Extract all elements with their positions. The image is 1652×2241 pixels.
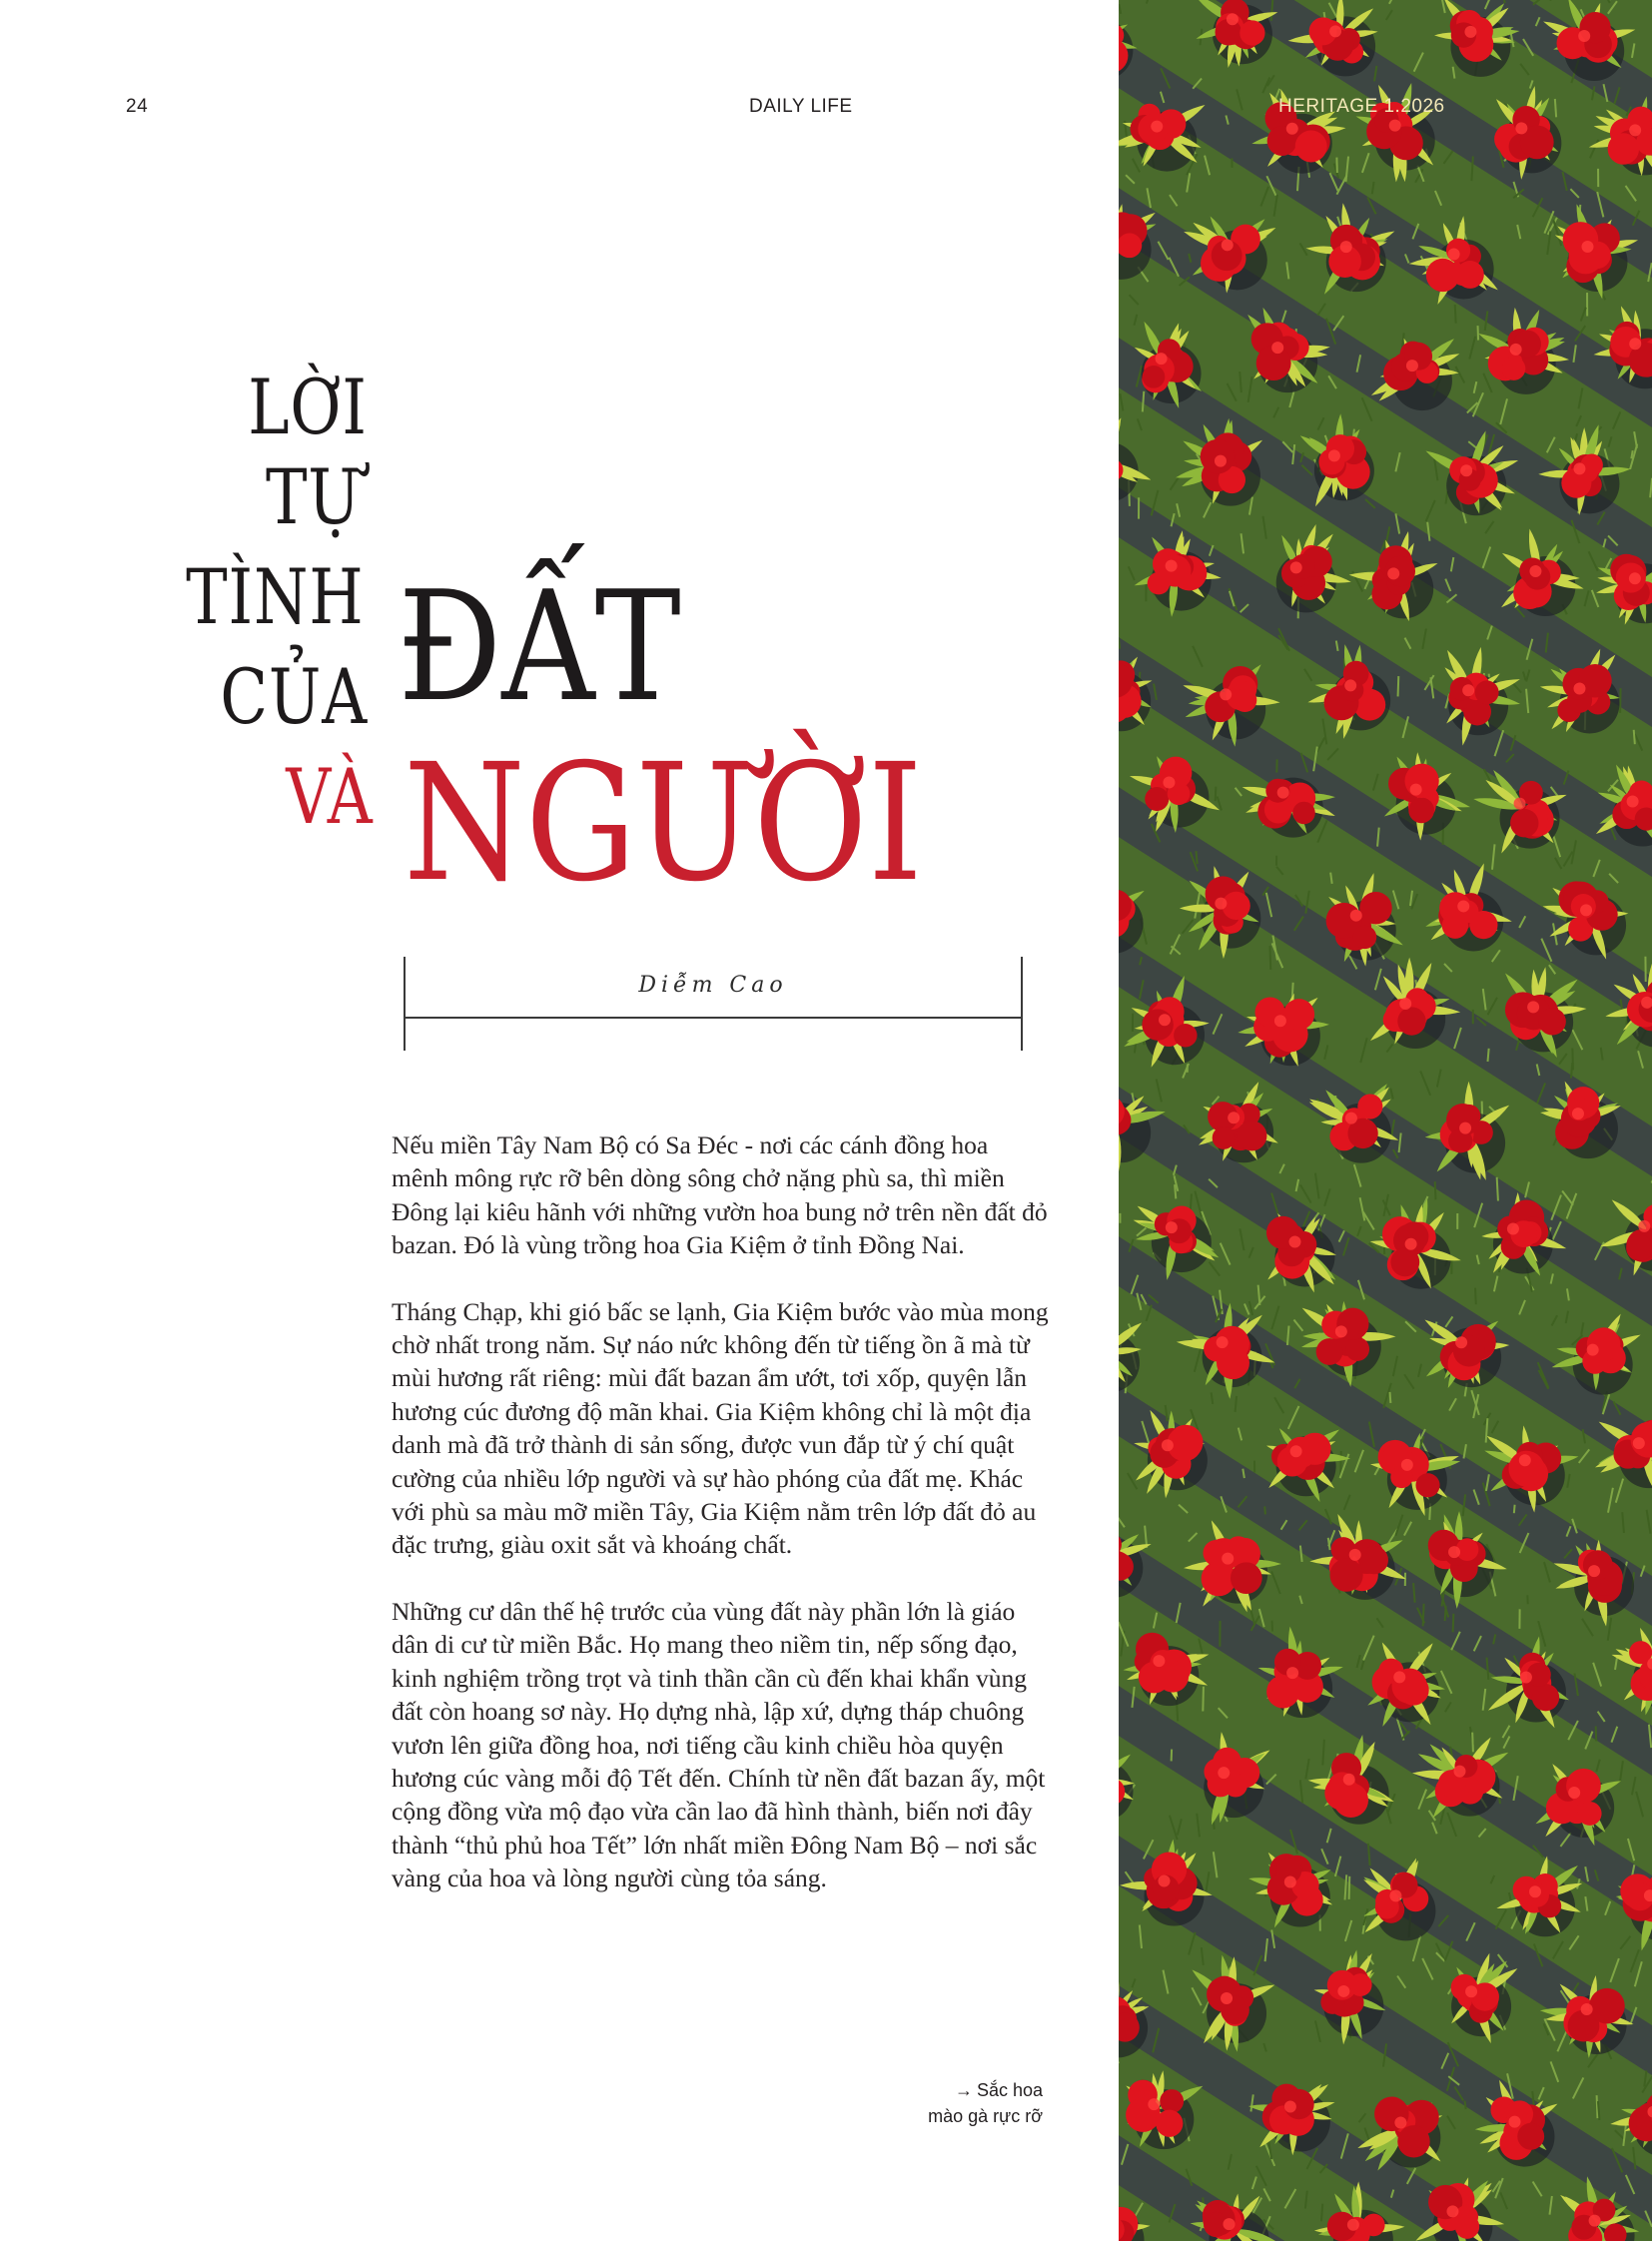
author-name: Diễm Cao bbox=[638, 973, 788, 998]
title-word-dat: ĐẤT bbox=[398, 558, 681, 735]
cockscomb-flower-field-photo bbox=[1119, 0, 1652, 2241]
caption-line-1: Sắc hoa bbox=[976, 2080, 1043, 2100]
title-word-tinh: TÌNH bbox=[185, 552, 364, 641]
article-body bbox=[392, 1128, 1051, 1928]
body-paragraph-3: Những cư dân thế hệ trước của vùng đất này phần lớn là giáo dân di cư từ miền Bắc. Họ mang theo niềm tin, nếp sống đạo, kinh nghiệm trồng trọt và tinh thần cần cù đến khai khẩn vùng đất còn hoang sơ này. Họ dựng nhà, lập xứ, dựng tháp chuông vươn lên giữa đồng hoa, nơi tiếng cầu kinh chiều hòa quyện hương cúc vàng mỗi độ Tết đến. Chính từ nền đất bazan ấy, một cộng đồng vừa mộ đạo vừa cần lao đã hình thành, biến nơi đây thành “thủ phủ hoa Tết” lớn nhất miền Đông Nam Bộ – nơi sắc vàng của hoa và lòng người cùng tỏa sáng. bbox=[392, 1596, 1046, 1893]
flower-photo-illustration bbox=[1119, 0, 1652, 2241]
title-word-tu: TỰ bbox=[266, 452, 362, 541]
title-word-nguoi: NGƯỜI bbox=[404, 730, 923, 918]
body-paragraph-2: Tháng Chạp, khi gió bấc se lạnh, Gia Kiệm bước vào mùa mong chờ nhất trong năm. Sự náo nức không đến từ tiếng ồn ã mà từ mùi hương rất riêng: mùi đất bazan ẩm ướt, tơi xốp, quyện lẫn hương cúc đương độ mãn khai. Gia Kiệm không chỉ là một địa danh mà đã trở thành di sản sống, được vun đắp từ ý chí quật cường của nhiều lớp người và sự hào phóng của đất mẹ. Khác với phù sa màu mỡ miền Tây, Gia Kiệm nằm trên lớp đất đỏ au đặc trưng, giàu oxit sắt và khoáng chất. bbox=[392, 1296, 1049, 1560]
arrow-right-icon: → bbox=[954, 2080, 973, 2100]
byline-left-bar bbox=[404, 957, 406, 1051]
section-label: DAILY LIFE bbox=[749, 96, 853, 117]
body-paragraph-1: Nếu miền Tây Nam Bộ có Sa Đéc - nơi các cánh đồng hoa mênh mông rực rỡ bên dòng sông chở nặng phù sa, thì miền Đông lại kiêu hãnh với những vườn hoa bung nở trên nền đất đỏ bazan. Đó là vùng trồng hoa Gia Kiệm ở tỉnh Đồng Nai. bbox=[392, 1130, 1048, 1260]
byline-right-bar bbox=[1021, 957, 1023, 1051]
page-number: 24 bbox=[126, 96, 149, 117]
caption-line-2: mào gà rực rỡ bbox=[928, 2106, 1043, 2126]
title-word-loi: LỜI bbox=[248, 363, 368, 451]
title-word-cua: CỦA bbox=[220, 652, 368, 741]
photo-caption bbox=[928, 2077, 1043, 2129]
title-word-va: VÀ bbox=[286, 752, 374, 841]
issue-label: HERITAGE 1.2026 bbox=[1278, 96, 1445, 117]
author-byline bbox=[404, 957, 1023, 1051]
byline-rule bbox=[404, 1017, 1023, 1019]
